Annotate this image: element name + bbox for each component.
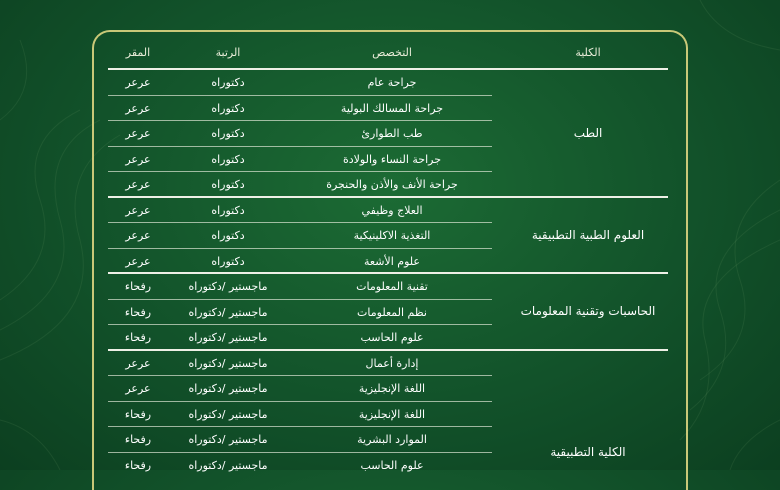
header-rank: الرتبة: [215, 46, 241, 59]
college-name: الطب: [573, 125, 603, 140]
cell-location: عرعر: [125, 76, 151, 89]
cell-rank: ماجستير /دكتوراه: [188, 433, 268, 446]
college-name: الحاسبات وتقنية المعلومات: [520, 304, 656, 319]
cell-rank: دكتوراه: [211, 152, 245, 166]
cell-rank: ماجستير /دكتوراه: [188, 458, 268, 472]
cell-specialty: التغذية الاكلينيكية: [353, 229, 431, 242]
cell-rank: دكتوراه: [211, 76, 245, 89]
cell-rank: ماجستير /دكتوراه: [188, 382, 268, 395]
cell-location: عرعر: [125, 356, 151, 370]
cell-location: عرعر: [125, 178, 151, 191]
cell-rank: ماجستير /دكتوراه: [188, 280, 268, 293]
cell-location: رفحاء: [124, 407, 152, 421]
cell-rank: دكتوراه: [211, 178, 245, 191]
cell-location: رفحاء: [124, 331, 152, 344]
cell-specialty: جراحة النساء والولادة: [342, 152, 442, 166]
cell-location: عرعر: [125, 101, 151, 115]
cell-location: رفحاء: [124, 458, 152, 472]
cell-rank: دكتوراه: [211, 229, 245, 242]
cell-specialty: اللغة الإنجليزية: [358, 407, 426, 421]
cell-rank: ماجستير /دكتوراه: [188, 331, 268, 344]
cell-location: عرعر: [125, 152, 151, 166]
cell-rank: دكتوراه: [211, 203, 245, 217]
cell-rank: ماجستير /دكتوراه: [188, 407, 268, 421]
college-name: العلوم الطبية التطبيقية: [531, 227, 645, 242]
cell-specialty: علوم الحاسب: [360, 458, 424, 472]
cell-location: عرعر: [125, 203, 151, 217]
header-specialty: التخصص: [372, 46, 412, 59]
cell-specialty: جراحة عام: [367, 76, 417, 89]
cell-rank: دكتوراه: [211, 127, 245, 140]
cell-specialty: علوم الأشعة: [364, 254, 420, 268]
cell-rank: دكتوراه: [211, 101, 245, 115]
cell-rank: ماجستير /دكتوراه: [188, 305, 268, 319]
cell-location: رفحاء: [124, 433, 152, 446]
top-clipped-caption: [0, 0, 780, 9]
cell-specialty: جراحة الأنف والأذن والحنجرة: [326, 178, 458, 191]
cell-rank: ماجستير /دكتوراه: [188, 356, 268, 370]
cell-specialty: العلاج وظيفي: [361, 203, 423, 217]
cell-specialty: علوم الحاسب: [360, 331, 424, 344]
cell-specialty: تقنية المعلومات: [356, 280, 428, 293]
cell-specialty: الموارد البشرية: [357, 433, 427, 446]
cell-specialty: إدارة أعمال: [365, 356, 419, 370]
cell-location: عرعر: [125, 254, 151, 268]
header-location: المقر: [125, 46, 151, 59]
cell-specialty: نظم المعلومات: [357, 305, 427, 319]
header-college: الكلية: [575, 46, 601, 59]
cell-specialty: جراحة المسالك البولية: [340, 101, 444, 115]
cell-location: عرعر: [125, 127, 151, 140]
cell-specialty: اللغة الإنجليزية: [358, 382, 426, 395]
cell-rank: دكتوراه: [211, 254, 245, 268]
cell-specialty: طب الطوارئ: [361, 127, 423, 140]
cell-location: عرعر: [125, 229, 151, 242]
cell-location: رفحاء: [124, 280, 152, 293]
cell-location: رفحاء: [124, 305, 152, 319]
college-name: الكلية التطبيقية: [550, 444, 626, 459]
cell-location: عرعر: [125, 382, 151, 395]
